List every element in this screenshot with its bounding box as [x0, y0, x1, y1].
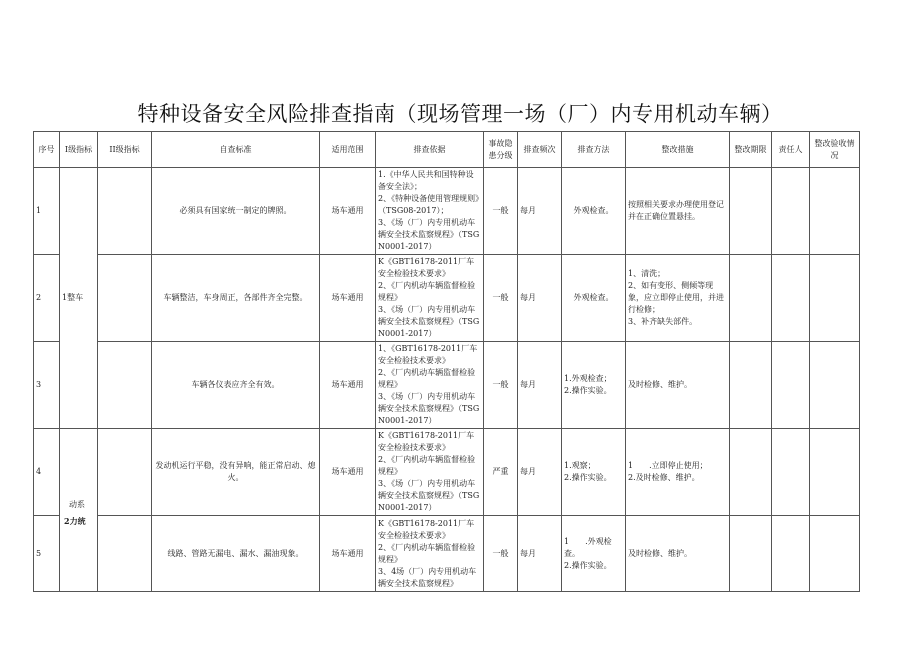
row-seq: 3	[34, 342, 60, 429]
row-method: 1.观察； 2.操作实验。	[562, 429, 626, 516]
row-measure: 按照相关要求办理使用登记并在正确位置悬挂。	[626, 168, 730, 255]
row-grade: 严重	[484, 429, 518, 516]
row-basis: 1.《中华人民共和国特种设备安全法》； 2、《特种设备使用管理规则》（TSG08-2017）； 3、《场（厂）内专用机动车辆安全技术监察规程》（TSGN0001-2017）	[376, 168, 484, 255]
row-standard: 车辆整洁，车身周正，各部件齐全完整。	[152, 255, 320, 342]
header-level1: I级指标	[60, 132, 98, 168]
row-frequency: 每月	[518, 516, 562, 592]
table-row	[34, 168, 860, 255]
checklist-table	[33, 131, 860, 592]
table-row	[34, 255, 860, 342]
row-deadline	[730, 516, 772, 592]
row-level2	[98, 168, 152, 255]
row-frequency: 每月	[518, 429, 562, 516]
row-method: 外观检查。	[562, 168, 626, 255]
row-basis: K《GBT16178-2011厂车安全检验技术要求》 2、《厂内机动车辆监督检验规程》 3、《场（厂）内专用机动车辆安全技术监察规程》（TSGN0001-2017）	[376, 429, 484, 516]
row-seq: 5	[34, 516, 60, 592]
row-standard: 线路、管路无漏电、漏水、漏油现象。	[152, 516, 320, 592]
header-scope: 适用范围	[320, 132, 376, 168]
row-measure: 及时检修、维护。	[626, 342, 730, 429]
row-grade: 一般	[484, 255, 518, 342]
category2-part-a: 动系	[69, 500, 85, 509]
category2-part-b: 2力统	[64, 516, 86, 526]
row-measure: 及时检修、维护。	[626, 516, 730, 592]
row-frequency: 每月	[518, 255, 562, 342]
header-level2: II级指标	[98, 132, 152, 168]
row-deadline	[730, 255, 772, 342]
row-level2	[98, 255, 152, 342]
row-scope: 场车通用	[320, 255, 376, 342]
row-owner	[772, 516, 810, 592]
row-method: 1 .外观检查。 2.操作实验。	[562, 516, 626, 592]
table-row	[34, 342, 860, 429]
row-basis: 1、《GBT16178-2011厂车安全检验技术要求》 2、《厂内机动车辆监督检验规程》 3、《场（厂）内专用机动车辆安全技术监察规程》（TSGN0001-2017）	[376, 342, 484, 429]
header-grade: 事故隐患分级	[484, 132, 518, 168]
row-scope: 场车通用	[320, 516, 376, 592]
table-row	[34, 516, 860, 592]
header-measure: 整改措施	[626, 132, 730, 168]
row-basis: K《GBT16178-2011厂车安全检验技术要求》 2、《厂内机动车辆监督检验规程》 3、4场（厂）内专用机动车辆安全技术监察规程》	[376, 516, 484, 592]
row-owner	[772, 168, 810, 255]
row-frequency: 每月	[518, 342, 562, 429]
row-scope: 场车通用	[320, 168, 376, 255]
row-scope: 场车通用	[320, 342, 376, 429]
row-deadline	[730, 168, 772, 255]
row-standard: 车辆各仪表应齐全有效。	[152, 342, 320, 429]
table-header	[34, 132, 860, 168]
table-row	[34, 429, 860, 516]
row-deadline	[730, 429, 772, 516]
row-method: 1.外观检查； 2.操作实验。	[562, 342, 626, 429]
row-level2	[98, 429, 152, 516]
row-seq: 2	[34, 255, 60, 342]
row-method: 外观检查。	[562, 255, 626, 342]
row-acceptance	[810, 429, 860, 516]
row-basis: K《GBT16178-2011厂车安全检验技术要求》 2、《厂内机动车辆监督检验规程》 3、《场（厂）内专用机动车辆安全技术监察规程》（TSGN0001-2017）	[376, 255, 484, 342]
row-acceptance	[810, 516, 860, 592]
header-acceptance: 整改验收情况	[810, 132, 860, 168]
row-scope: 场车通用	[320, 429, 376, 516]
row-grade: 一般	[484, 516, 518, 592]
row-measure: 1、清洗； 2、如有变形、侧倾等现象，应立即停止使用，并进行检修； 3、补齐缺失部件。	[626, 255, 730, 342]
header-method: 排查方法	[562, 132, 626, 168]
row-standard: 发动机运行平稳，没有异响，能正常启动、熄火。	[152, 429, 320, 516]
header-basis: 排查依据	[376, 132, 484, 168]
category-level1	[60, 429, 98, 592]
row-level2	[98, 516, 152, 592]
row-grade: 一般	[484, 168, 518, 255]
header-owner: 责任人	[772, 132, 810, 168]
header-frequency: 排查频次	[518, 132, 562, 168]
row-acceptance	[810, 255, 860, 342]
row-seq: 1	[34, 168, 60, 255]
row-acceptance	[810, 168, 860, 255]
row-standard: 必须具有国家统一制定的牌照。	[152, 168, 320, 255]
header-standard: 自查标准	[152, 132, 320, 168]
header-seq: 序号	[34, 132, 60, 168]
row-seq: 4	[34, 429, 60, 516]
row-acceptance	[810, 342, 860, 429]
page-title: 特种设备安全风险排查指南（现场管理一场（厂）内专用机动车辆）	[137, 102, 783, 126]
row-measure: 1 .立即停止使用； 2.及时检修、维护。	[626, 429, 730, 516]
row-level2	[98, 342, 152, 429]
category-level1: 1整车	[60, 168, 98, 429]
row-owner	[772, 342, 810, 429]
row-owner	[772, 255, 810, 342]
row-frequency: 每月	[518, 168, 562, 255]
header-deadline: 整改期限	[730, 132, 772, 168]
row-owner	[772, 429, 810, 516]
row-deadline	[730, 342, 772, 429]
row-grade: 一般	[484, 342, 518, 429]
